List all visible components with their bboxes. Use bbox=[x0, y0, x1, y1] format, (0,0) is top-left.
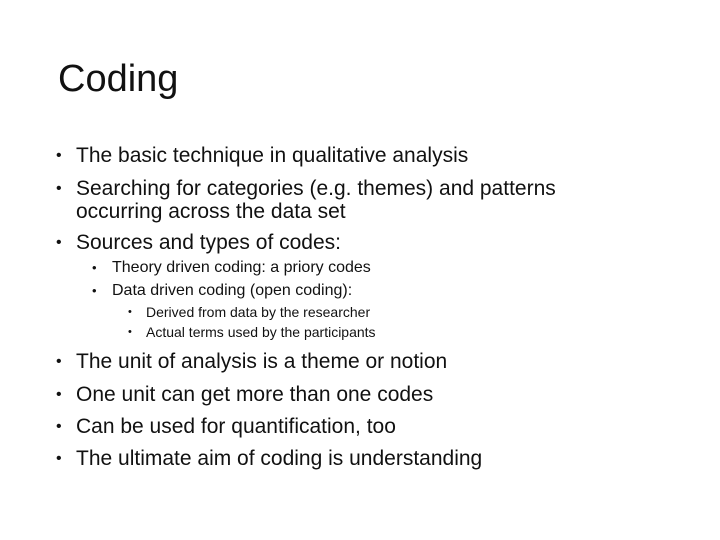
bullet-text: Actual terms used by the participants bbox=[146, 324, 376, 340]
bullet-text: The unit of analysis is a theme or notion bbox=[76, 350, 448, 373]
bullet-item bbox=[56, 350, 447, 374]
bullet-item bbox=[56, 447, 482, 471]
bullet-item bbox=[56, 415, 396, 439]
bullet-marker: • bbox=[128, 306, 132, 318]
bullet-marker: • bbox=[56, 234, 62, 251]
sub-bullet-item bbox=[92, 258, 371, 278]
bullet-marker: • bbox=[56, 386, 62, 403]
bullet-marker: • bbox=[92, 283, 97, 298]
bullet-text: Sources and types of codes: bbox=[76, 231, 341, 254]
slide-title: Coding bbox=[58, 58, 179, 100]
bullet-item bbox=[56, 144, 468, 168]
bullet-text: Theory driven coding: a priory codes bbox=[112, 259, 371, 276]
bullet-marker: • bbox=[56, 418, 62, 435]
bullet-text: Can be used for quantification, too bbox=[76, 415, 396, 438]
bullet-text: The ultimate aim of coding is understanding bbox=[76, 447, 483, 470]
bullet-marker: • bbox=[92, 260, 97, 275]
sub-bullet-item bbox=[92, 281, 352, 301]
bullet-marker: • bbox=[56, 147, 62, 164]
bullet-item bbox=[56, 383, 433, 407]
bullet-text: One unit can get more than one codes bbox=[76, 383, 434, 406]
bullet-marker: • bbox=[56, 450, 62, 467]
bullet-marker: • bbox=[128, 326, 132, 338]
bullet-marker: • bbox=[56, 353, 62, 370]
sub-sub-bullet-item bbox=[128, 304, 370, 321]
bullet-text-continuation: occurring across the data set bbox=[76, 200, 346, 223]
bullet-text: Derived from data by the researcher bbox=[146, 304, 371, 320]
bullet-marker: • bbox=[56, 180, 62, 197]
bullet-text: The basic technique in qualitative analysis bbox=[76, 144, 469, 167]
bullet-item bbox=[56, 177, 556, 201]
bullet-item bbox=[56, 231, 341, 255]
sub-sub-bullet-item bbox=[128, 324, 376, 341]
bullet-continuation bbox=[76, 200, 346, 224]
bullet-text: Data driven coding (open coding): bbox=[112, 282, 353, 299]
bullet-text: Searching for categories (e.g. themes) and patterns bbox=[76, 177, 556, 200]
